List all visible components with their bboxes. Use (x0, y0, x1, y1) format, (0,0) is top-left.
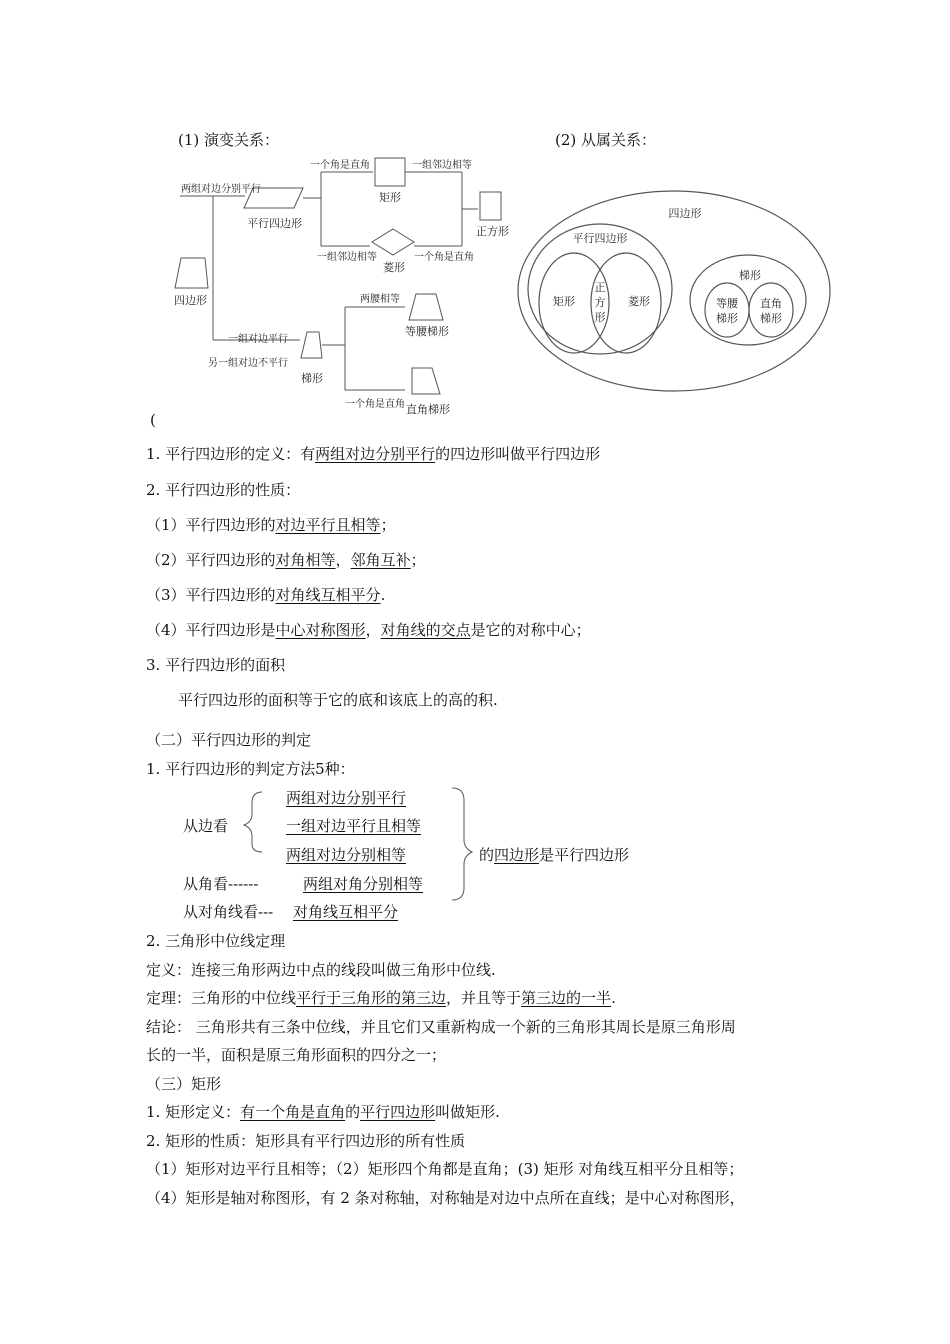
side-condition-2: 一组对边平行且相等 (286, 817, 422, 835)
midline-conclusion-2: 长的一半，面积是原三角形面积的四分之一； (146, 1046, 447, 1064)
left-brace (244, 792, 262, 852)
from-side-label: 从边看 (183, 817, 229, 835)
side-condition-3: 两组对边分别相等 (286, 846, 407, 864)
cond-two-pairs-parallel: 两组对边分别平行 (181, 184, 261, 195)
venn-label-trapezoid: 梯形 (739, 269, 761, 282)
label-rhombus: 菱形 (383, 261, 405, 274)
cond-one-right-angle-2: 一个角是直角 (414, 252, 474, 263)
side-condition-1: 两组对边分别平行 (286, 789, 407, 807)
venn-label-rhombus: 菱形 (628, 295, 650, 308)
section-judgement: （二）平行四边形的判定 (146, 731, 312, 749)
venn-label-quadrilateral: 四边形 (668, 207, 702, 220)
cond-adjacent-equal-1: 一组邻边相等 (412, 160, 472, 171)
label-quadrilateral: 四边形 (174, 294, 207, 307)
property-2: （2）平行四边形的对角相等，邻角互补； (146, 551, 426, 569)
parallelogram-definition: 1. 平行四边形的定义：有两组对边分别平行的四边形叫做平行四边形 (146, 445, 601, 463)
rectangle-properties-1: （1）矩形对边平行且相等；（2）矩形四个角都是直角；(3) 矩形 对角线互相平分且相等； (146, 1160, 744, 1178)
rectangle-definition: 1. 矩形定义：有一个角是直角的平行四边形叫做矩形. (146, 1103, 500, 1121)
label-parallelogram: 平行四边形 (247, 217, 302, 230)
cond-one-right-angle-3: 一个角是直角 (345, 399, 405, 410)
from-diagonal-label: 从对角线看--- (183, 903, 274, 921)
area-heading: 3. 平行四边形的面积 (146, 656, 286, 674)
section-rectangle: （三）矩形 (146, 1075, 222, 1093)
property-3: （3）平行四边形的对角线互相平分. (146, 586, 386, 604)
venn-label-parallelogram: 平行四边形 (572, 232, 628, 245)
venn-label-isosceles: 等腰 梯形 (716, 297, 738, 325)
judgement-heading: 1. 平行四边形的判定方法5种： (146, 760, 355, 778)
cond-other-not-parallel: 另一组对边不平行 (208, 358, 288, 369)
label-trapezoid: 梯形 (301, 372, 323, 385)
cond-one-pair-parallel: 一组对边平行 (228, 334, 288, 345)
label-right-trapezoid: 直角梯形 (406, 403, 450, 416)
midline-definition: 定义：连接三角形两边中点的线段叫做三角形中位线. (146, 961, 496, 979)
stray-mark: ( (150, 411, 156, 429)
from-angle-label: 从角看------ (183, 875, 259, 893)
angle-condition: 两组对角分别相等 (303, 875, 424, 893)
properties-heading: 2. 平行四边形的性质： (146, 481, 301, 499)
area-text: 平行四边形的面积等于它的底和该底上的高的积. (178, 691, 498, 709)
label-square: 正方形 (476, 225, 509, 238)
right-brace (452, 788, 472, 900)
midline-theorem: 定理：三角形的中位线平行于三角形的第三边，并且等于第三边的一半. (146, 989, 616, 1007)
cond-adjacent-equal-2: 一组邻边相等 (317, 252, 377, 263)
midline-conclusion-1: 结论： 三角形共有三条中位线，并且它们又重新构成一个新的三角形其周长是原三角形周 (146, 1018, 736, 1036)
midline-heading: 2. 三角形中位线定理 (146, 932, 286, 950)
diagonal-condition: 对角线互相平分 (293, 903, 399, 921)
subordinate-header: (2) 从属关系： (555, 131, 657, 149)
rectangle-properties-heading: 2. 矩形的性质：矩形具有平行四边形的所有性质 (146, 1132, 466, 1150)
label-rectangle: 矩形 (379, 191, 401, 204)
cond-one-right-angle-1: 一个角是直角 (310, 160, 370, 171)
cond-legs-equal: 两腰相等 (360, 294, 400, 305)
rectangle-properties-2: （4）矩形是轴对称图形，有 2 条对称轴，对称轴是对边中点所在直线；是中心对称图形， (146, 1189, 745, 1207)
venn-label-square: 正 方 形 (594, 281, 606, 324)
venn-label-rectangle: 矩形 (553, 295, 575, 308)
venn-label-right: 直角 梯形 (760, 297, 782, 325)
property-4: （4）平行四边形是中心对称图形，对角线的交点是它的对称中心； (146, 621, 591, 639)
property-1: （1）平行四边形的对边平行且相等； (146, 516, 396, 534)
label-isosceles-trapezoid: 等腰梯形 (405, 325, 449, 338)
evolution-header: (1) 演变关系： (178, 131, 280, 149)
judgement-result: 的四边形是平行四边形 (479, 846, 630, 864)
